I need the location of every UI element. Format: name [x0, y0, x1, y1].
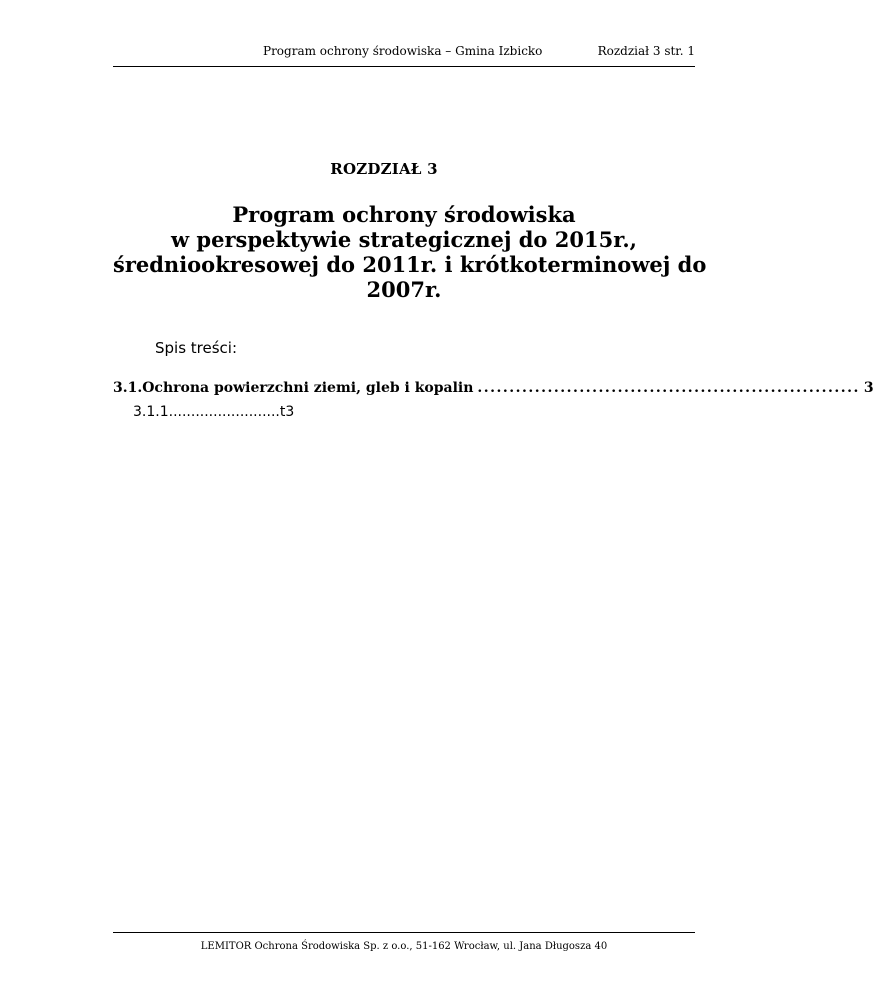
toc-entry-text: Ochrona powierzchni ziemi, gleb i kopalin: [142, 380, 474, 396]
chapter-title-line: 2007r.: [366, 277, 442, 302]
toc-heading: Spis treści:: [155, 339, 238, 357]
chapter-label: ROZDZIAŁ 3: [330, 160, 438, 178]
chapter-title-line: Program ochrony środowiska: [232, 202, 576, 227]
header-page-label: Rozdział 3 str. 1: [597, 44, 695, 58]
chapter-title-line: w perspektywie strategicznej do 2015r.,: [171, 227, 637, 252]
toc-entry-page: 3: [863, 380, 874, 396]
toc-entry-number: 3.1.: [113, 380, 143, 396]
toc-entry-leader: ............................................................: [477, 380, 860, 396]
chapter-title: [113, 202, 707, 302]
chapter-title-line: średniookresowej do 2011r. i krótkoterminowej do: [113, 252, 707, 277]
header-program-title: Program ochrony środowiska – Gmina Izbicko: [263, 44, 543, 58]
page-footer: LEMITOR Ochrona Środowiska Sp. z o.o., 51-162 Wrocław, ul. Jana Długosza 40: [113, 932, 695, 952]
page-header: [113, 38, 695, 67]
toc-entry-sub[interactable]: 3.1.1.........................t3: [133, 404, 295, 420]
toc-entry[interactable]: [113, 380, 874, 396]
